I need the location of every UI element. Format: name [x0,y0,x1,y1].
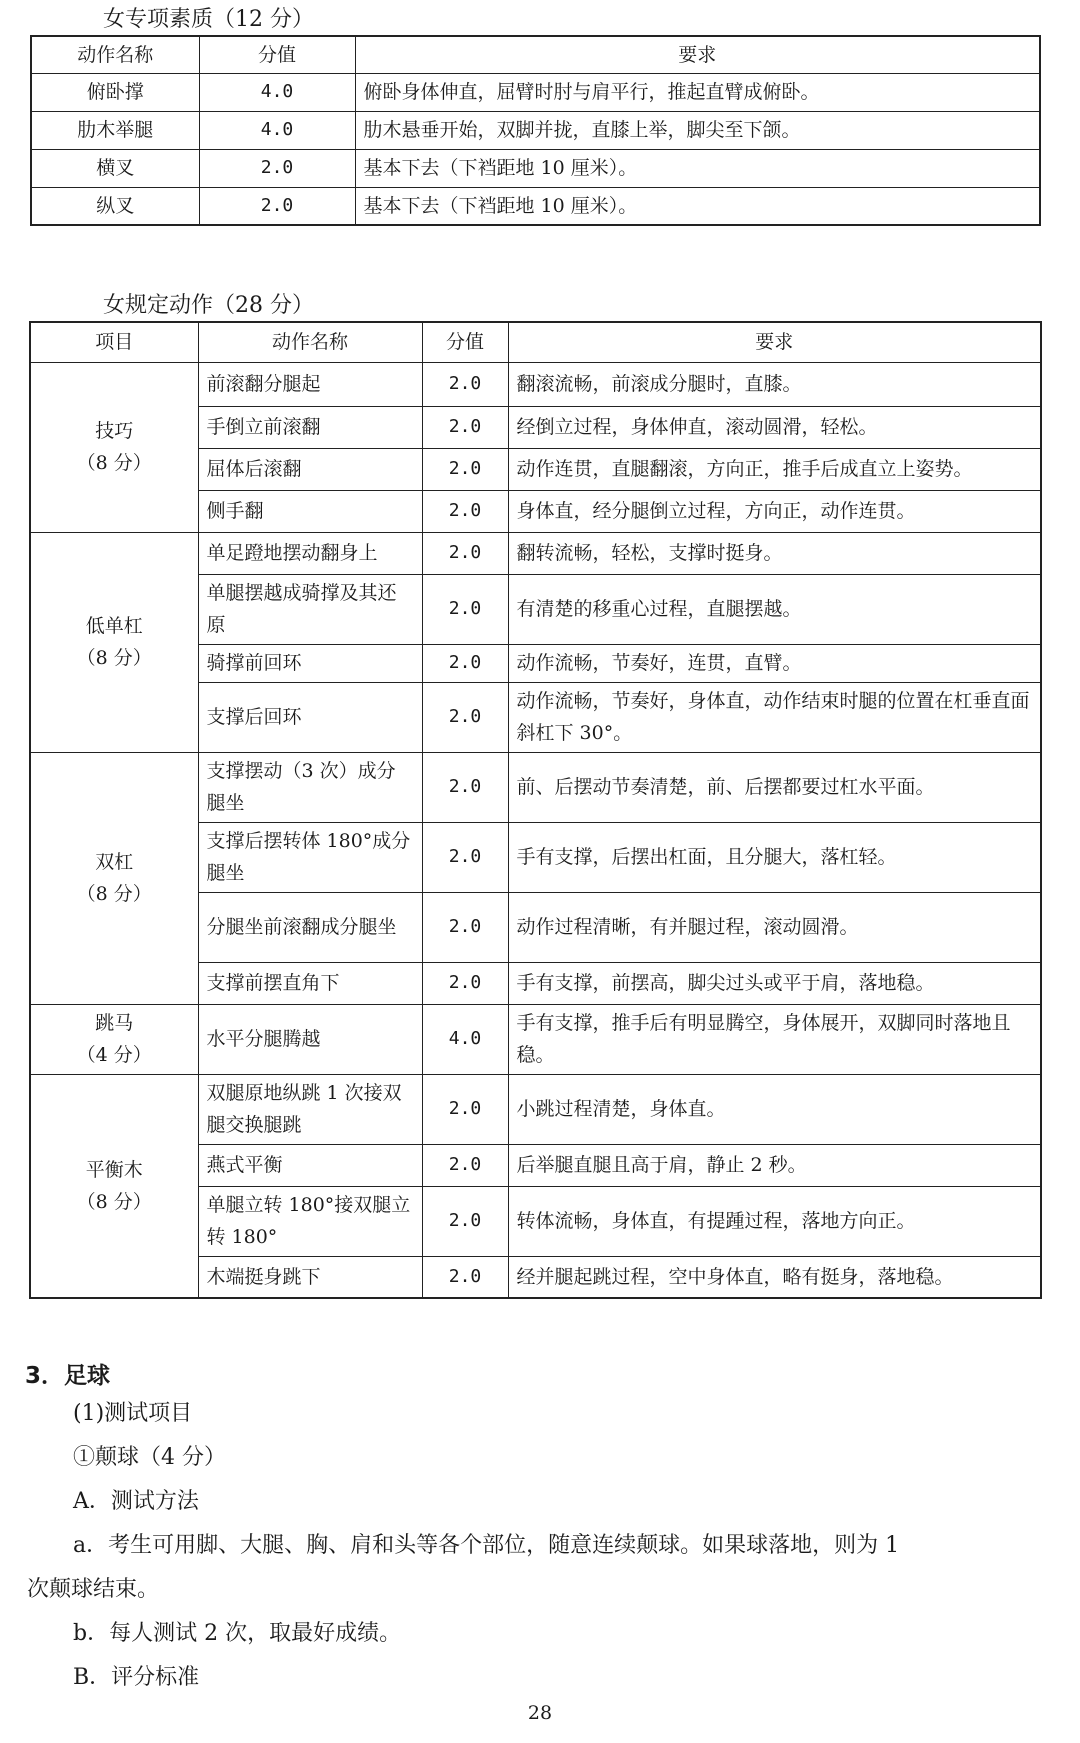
requirement-text: 动作流畅，节奏好，连贯，直臂。 [508,644,1041,682]
requirement-text: 动作过程清晰，有并腿过程，滚动圆滑。 [508,892,1041,962]
move-name: 横叉 [31,149,199,187]
table-row [30,752,1041,822]
move-name: 燕式平衡 [198,1144,422,1186]
event-group [30,1004,198,1074]
move-name: 前滚翻分腿起 [198,362,422,406]
move-name: 俯卧撑 [31,73,199,111]
score-value: 2.0 [422,752,508,822]
event-group [30,362,198,532]
paragraph-b: b．每人测试 2 次，取最好成绩。 [73,1621,402,1646]
move-name: 双腿原地纵跳 1 次接双腿交换腿跳 [198,1074,422,1144]
table2-caption: 女规定动作（28 分） [103,293,314,318]
section-subtitle: (1)测试项目 [73,1401,193,1426]
requirement-text: 前、后摆动节奏清楚，前、后摆都要过杠水平面。 [508,752,1041,822]
requirement-text: 经并腿起跳过程，空中身体直，略有挺身，落地稳。 [508,1256,1041,1298]
move-name: 支撑后回环 [198,682,422,752]
score-value: 2.0 [422,682,508,752]
page-number: 28 [527,1702,553,1724]
requirement-text: 俯卧身体伸直，屈臂时肘与肩平行，推起直臂成俯卧。 [355,73,1040,111]
move-name: 支撑后摆转体 180°成分腿坐 [198,822,422,892]
paragraph-a-line1: a．考生可用脚、大腿、胸、肩和头等各个部位，随意连续颠球。如果球落地，则为 1 [73,1533,900,1558]
move-name: 纵叉 [31,187,199,225]
table-row [30,532,1041,574]
requirement-text: 转体流畅，身体直，有提踵过程，落地方向正。 [508,1186,1041,1256]
table-row [30,362,1041,406]
move-name: 手倒立前滚翻 [198,406,422,448]
event-points: （8 分） [76,1190,152,1213]
score-value: 2.0 [199,187,355,225]
criteria-label: B．评分标准 [73,1665,200,1690]
table-row [31,73,1040,111]
table-row [30,1004,1041,1074]
event-name: 平衡木 [85,1158,143,1181]
table-row [31,187,1040,225]
score-value: 4.0 [199,111,355,149]
requirement-text: 肋木悬垂开始，双脚并拢，直膝上举，脚尖至下颌。 [355,111,1040,149]
score-value: 2.0 [422,1186,508,1256]
score-value: 2.0 [422,574,508,644]
event-points: （8 分） [76,647,152,669]
score-value: 2.0 [422,644,508,682]
move-name: 单足蹬地摆动翻身上 [198,532,422,574]
table2-header-cell: 要求 [508,322,1041,362]
table-row [31,111,1040,149]
move-name: 侧手翻 [198,490,422,532]
move-name: 屈体后滚翻 [198,448,422,490]
event-points: （8 分） [76,452,152,474]
score-value: 4.0 [199,73,355,111]
requirement-text: 手有支撑，推手后有明显腾空，身体展开，双脚同时落地且稳。 [508,1004,1041,1074]
move-name: 肋木举腿 [31,111,199,149]
event-name: 跳马 [95,1012,134,1034]
score-value: 2.0 [199,149,355,187]
requirement-text: 基本下去（下裆距地 10 厘米）。 [355,149,1040,187]
requirement-text: 基本下去（下裆距地 10 厘米）。 [355,187,1040,225]
move-name: 骑撑前回环 [198,644,422,682]
event-name: 技巧 [95,420,134,442]
requirement-text: 经倒立过程，身体伸直，滚动圆滑，轻松。 [508,406,1041,448]
requirement-text: 动作连贯，直腿翻滚，方向正，推手后成直立上姿势。 [508,448,1041,490]
event-points: （4 分） [76,1044,152,1066]
score-value: 2.0 [422,1144,508,1186]
event-points: （8 分） [76,883,152,905]
score-value: 2.0 [422,1074,508,1144]
table1-header-cell: 要求 [355,36,1040,73]
score-value: 4.0 [422,1004,508,1074]
table-row [30,1074,1041,1144]
event-group [30,1074,198,1298]
score-value: 2.0 [422,448,508,490]
table-row [31,149,1040,187]
event-group [30,532,198,752]
event-name: 低单杠 [85,615,143,637]
move-name: 分腿坐前滚翻成分腿坐 [198,892,422,962]
requirement-text: 手有支撑，前摆高，脚尖过头或平于肩，落地稳。 [508,962,1041,1004]
test-item: ①颠球（4 分） [73,1445,226,1470]
table2-header-cell: 项目 [30,322,198,362]
score-value: 2.0 [422,490,508,532]
requirement-text: 动作流畅，节奏好，身体直，动作结束时腿的位置在杠垂直面斜杠下 30°。 [508,682,1041,752]
move-name: 支撑摆动（3 次）成分腿坐 [198,752,422,822]
requirement-text: 后举腿直腿且高于肩，静止 2 秒。 [508,1144,1041,1186]
score-value: 2.0 [422,406,508,448]
requirement-text: 翻滚流畅，前滚成分腿时，直膝。 [508,362,1041,406]
requirement-text: 有清楚的移重心过程，直腿摆越。 [508,574,1041,644]
table1-header-cell: 分值 [199,36,355,73]
move-name: 水平分腿腾越 [198,1004,422,1074]
table2-header-row [30,322,1041,362]
requirement-text: 小跳过程清楚，身体直。 [508,1074,1041,1144]
table2-header-cell: 动作名称 [198,322,422,362]
score-value: 2.0 [422,1256,508,1298]
move-name: 支撑前摆直角下 [198,962,422,1004]
table-female-special-fitness [30,35,1041,226]
paragraph-a-line2: 次颠球结束。 [27,1577,160,1602]
table1-header-cell: 动作名称 [31,36,199,73]
table2-header-cell: 分值 [422,322,508,362]
table1-header-row [31,36,1040,73]
method-label: A．测试方法 [73,1489,199,1514]
score-value: 2.0 [422,362,508,406]
requirement-text: 手有支撑，后摆出杠面，且分腿大，落杠轻。 [508,822,1041,892]
table1-caption: 女专项素质（12 分） [103,7,314,32]
move-name: 单腿摆越成骑撑及其还原 [198,574,422,644]
requirement-text: 身体直，经分腿倒立过程，方向正，动作连贯。 [508,490,1041,532]
requirement-text: 翻转流畅，轻松，支撑时挺身。 [508,532,1041,574]
score-value: 2.0 [422,822,508,892]
move-name: 单腿立转 180°接双腿立转 180° [198,1186,422,1256]
score-value: 2.0 [422,892,508,962]
section-title: 3．足球 [25,1363,111,1389]
score-value: 2.0 [422,962,508,1004]
move-name: 木端挺身跳下 [198,1256,422,1298]
event-group [30,752,198,1004]
table-female-required-moves [29,321,1042,1299]
score-value: 2.0 [422,532,508,574]
event-name: 双杠 [95,851,134,873]
